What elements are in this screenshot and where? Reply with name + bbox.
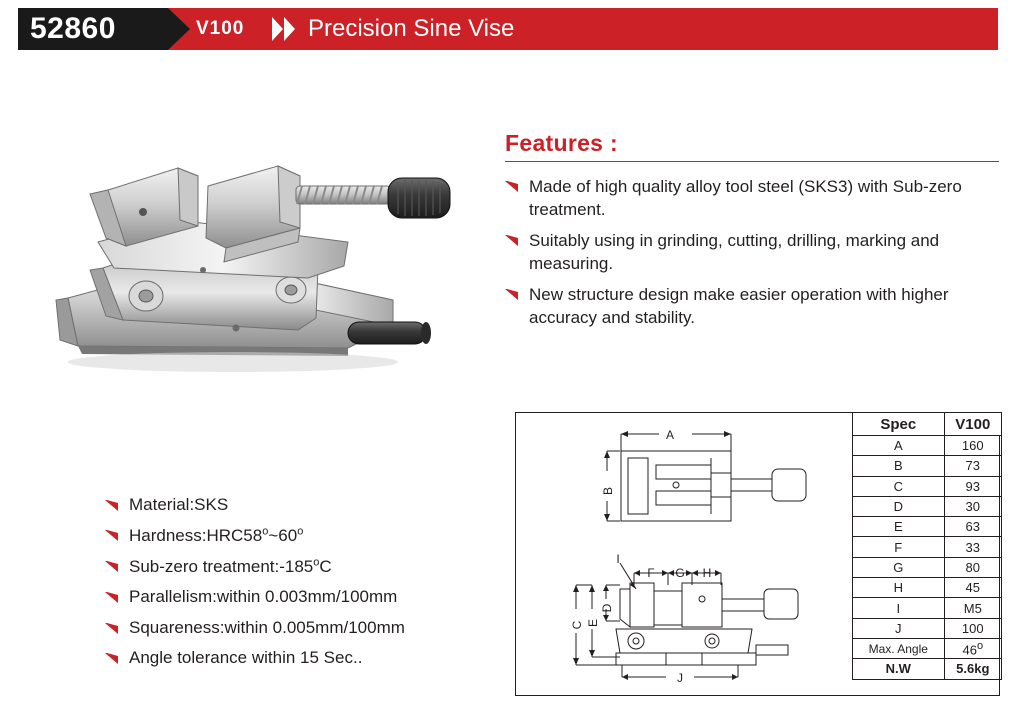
dim-label-E: E bbox=[586, 618, 600, 628]
row-label: D bbox=[853, 496, 945, 516]
row-value: 73 bbox=[944, 456, 1001, 476]
arrow-bullet-icon bbox=[105, 621, 120, 636]
row-label: H bbox=[853, 578, 945, 598]
feature-text: Suitably using in grinding, cutting, drilling, marking and measuring. bbox=[529, 231, 940, 273]
spec-text: Sub-zero treatment:-185$^o$C bbox=[129, 556, 332, 577]
spec-text: Angle tolerance within 15 Sec.. bbox=[129, 648, 363, 668]
dimension-drawing-panel bbox=[515, 412, 1000, 696]
table-row bbox=[853, 436, 1002, 456]
table-row bbox=[853, 476, 1002, 496]
features-heading: Features : bbox=[505, 130, 618, 156]
product-sku: 52860 bbox=[30, 12, 116, 45]
feature-item bbox=[505, 230, 1005, 275]
features-divider bbox=[505, 161, 999, 162]
table-row bbox=[853, 456, 1002, 476]
header-black-arrow bbox=[168, 8, 190, 50]
dim-label-J: J bbox=[677, 671, 683, 685]
arrow-bullet-icon bbox=[505, 287, 520, 302]
arrow-bullet-icon bbox=[505, 179, 520, 194]
row-value: 63 bbox=[944, 517, 1001, 537]
spec-item bbox=[105, 556, 485, 577]
table-header-model: V100 bbox=[944, 413, 1001, 436]
row-value: 100 bbox=[944, 618, 1001, 638]
table-row bbox=[853, 618, 1002, 638]
dim-label-B: B bbox=[601, 486, 615, 496]
spec-text: Parallelism:within 0.003mm/100mm bbox=[129, 587, 398, 607]
row-label: G bbox=[853, 557, 945, 577]
chevron-right-icon bbox=[272, 17, 284, 41]
table-row bbox=[853, 638, 1002, 658]
arrow-bullet-icon bbox=[105, 590, 120, 605]
features-section bbox=[505, 130, 1005, 339]
spec-item bbox=[105, 525, 485, 546]
dim-label-C: C bbox=[570, 620, 584, 630]
row-value: 93 bbox=[944, 476, 1001, 496]
row-value: 5.6kg bbox=[944, 659, 1001, 679]
dim-label-F: F bbox=[647, 566, 655, 580]
spec-table-wrapper bbox=[852, 412, 1002, 680]
spec-item bbox=[105, 648, 485, 668]
row-label: E bbox=[853, 517, 945, 537]
row-value: 80 bbox=[944, 557, 1001, 577]
table-header-row bbox=[853, 413, 1002, 436]
dim-label-A: A bbox=[665, 428, 675, 442]
arrow-bullet-icon bbox=[105, 559, 120, 574]
table-row bbox=[853, 578, 1002, 598]
product-photo bbox=[48, 150, 468, 380]
row-label: J bbox=[853, 618, 945, 638]
row-label: C bbox=[853, 476, 945, 496]
spec-item bbox=[105, 618, 485, 638]
product-model: V100 bbox=[196, 18, 245, 39]
arrow-bullet-icon bbox=[505, 233, 520, 248]
row-value: 33 bbox=[944, 537, 1001, 557]
table-row bbox=[853, 537, 1002, 557]
row-label: I bbox=[853, 598, 945, 618]
row-value: 45 bbox=[944, 578, 1001, 598]
row-label: Max. Angle bbox=[853, 638, 945, 658]
row-label: F bbox=[853, 537, 945, 557]
feature-text: New structure design make easier operation with higher accuracy and stability. bbox=[529, 285, 949, 328]
dim-label-G: G bbox=[675, 566, 685, 580]
spec-item bbox=[105, 587, 485, 607]
arrow-bullet-icon bbox=[105, 528, 120, 543]
chevron-right-icon-2 bbox=[284, 17, 296, 41]
dim-label-D: D bbox=[600, 603, 614, 613]
dim-label-H: H bbox=[702, 566, 712, 580]
row-value: 160 bbox=[944, 436, 1001, 456]
dim-label-I: I bbox=[616, 552, 620, 566]
row-label: B bbox=[853, 456, 945, 476]
spec-text: Squareness:within 0.005mm/100mm bbox=[129, 617, 405, 637]
spec-item bbox=[105, 495, 485, 515]
row-value: M5 bbox=[944, 598, 1001, 618]
page-header bbox=[0, 8, 1016, 50]
arrow-bullet-icon bbox=[105, 651, 120, 666]
arrow-bullet-icon bbox=[105, 498, 120, 513]
technical-drawing bbox=[516, 413, 851, 695]
table-row bbox=[853, 659, 1002, 679]
feature-item bbox=[505, 176, 1005, 221]
spec-text: Material:SKS bbox=[129, 495, 229, 514]
row-value: 46$^o$ bbox=[944, 638, 1001, 658]
feature-item bbox=[505, 284, 1005, 329]
row-label: A bbox=[853, 436, 945, 456]
table-row bbox=[853, 598, 1002, 618]
page-title: Precision Sine Vise bbox=[308, 15, 515, 42]
table-row bbox=[853, 496, 1002, 516]
spec-table bbox=[852, 412, 1002, 680]
features-list bbox=[505, 176, 1005, 330]
feature-text: Made of high quality alloy tool steel (SKS3) with Sub-zero treatment. bbox=[529, 177, 962, 219]
spec-text: Hardness:HRC58$^o$~60$^o$ bbox=[129, 525, 304, 546]
row-label: N.W bbox=[853, 659, 945, 679]
table-header-spec: Spec bbox=[853, 413, 945, 436]
table-row bbox=[853, 557, 1002, 577]
specification-list bbox=[105, 495, 485, 679]
row-value: 30 bbox=[944, 496, 1001, 516]
table-row bbox=[853, 517, 1002, 537]
